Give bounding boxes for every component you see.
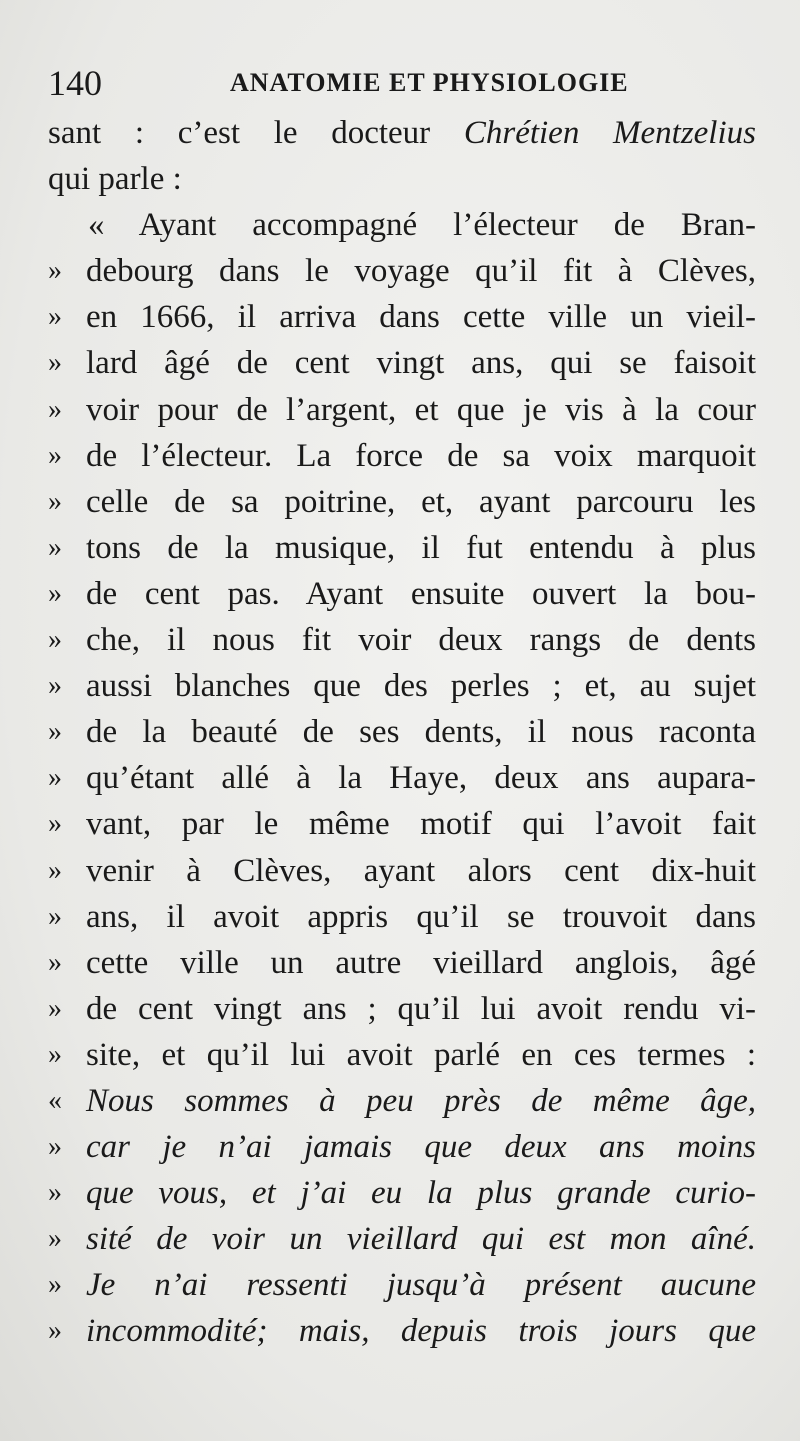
- text-line: [48, 755, 756, 801]
- line-text: [86, 1078, 756, 1124]
- page-number: 140: [48, 63, 102, 103]
- text-line: [48, 1078, 756, 1124]
- line-text: [86, 986, 756, 1032]
- text-line: [48, 294, 756, 340]
- quote-mark: »: [48, 393, 62, 425]
- italic-text: Chrétien Mentzelius: [463, 115, 756, 151]
- roman-text: aussi blanches que des perles ; et, au sujet: [86, 668, 756, 705]
- line-text: [86, 617, 756, 663]
- text-line: [48, 387, 756, 433]
- text-line: [48, 156, 756, 202]
- quote-mark: »: [48, 1131, 62, 1163]
- roman-text: celle de sa poitrine, et, ayant parcouru les: [86, 483, 756, 520]
- body-text: [48, 110, 756, 1355]
- roman-text: che, il nous fit voir deux rangs de dents: [86, 622, 756, 659]
- roman-text: voir pour de l’argent, et que je vis à la cour: [86, 391, 756, 428]
- roman-text: cette ville un autre vieillard anglois, âgé: [86, 944, 756, 981]
- roman-text: site, et qu’il lui avoit parlé en ces termes :: [86, 1036, 756, 1073]
- text-line: [48, 248, 756, 294]
- text-line: [48, 202, 756, 248]
- text-line: [48, 1124, 756, 1170]
- roman-text: « Ayant accompagné l’électeur de Bran-: [88, 207, 756, 244]
- quote-mark: »: [48, 485, 62, 517]
- line-text: [86, 1216, 756, 1262]
- text-line: [48, 1262, 756, 1308]
- italic-text: sité de voir un vieillard qui est mon aîné.: [86, 1221, 756, 1258]
- text-line: [48, 709, 756, 755]
- line-text: [48, 110, 756, 156]
- text-line: [48, 940, 756, 986]
- text-line: [48, 986, 756, 1032]
- roman-text: de cent pas. Ayant ensuite ouvert la bou-: [86, 575, 756, 612]
- quote-mark: »: [48, 347, 62, 379]
- text-line: [48, 571, 756, 617]
- roman-text: sant : c’est le docteur: [48, 115, 464, 151]
- quote-mark: »: [48, 900, 62, 932]
- text-line: [48, 525, 756, 571]
- line-text: [86, 801, 756, 847]
- quote-mark: »: [48, 577, 62, 609]
- roman-text: lard âgé de cent vingt ans, qui se faisoit: [86, 345, 756, 382]
- italic-text: Je n’ai ressenti jusqu’à présent aucune: [86, 1267, 756, 1304]
- text-line: [48, 340, 756, 386]
- line-text: [86, 1124, 756, 1170]
- text-line: [48, 1216, 756, 1262]
- quote-mark: »: [48, 808, 62, 840]
- text-line: [48, 110, 756, 156]
- quote-mark: »: [48, 762, 62, 794]
- line-text: [86, 571, 756, 617]
- line-text: [86, 294, 756, 340]
- text-line: [48, 433, 756, 479]
- italic-text: incommodité; mais, depuis trois jours que: [86, 1313, 756, 1350]
- italic-text: Nous sommes à peu près de même âge,: [86, 1082, 756, 1119]
- text-line: [48, 894, 756, 940]
- line-text: [86, 709, 756, 755]
- roman-text: de l’électeur. La force de sa voix marquoit: [86, 437, 756, 474]
- line-text: [86, 1170, 756, 1216]
- line-text: [86, 940, 756, 986]
- line-text: [86, 894, 756, 940]
- quote-mark: »: [48, 854, 62, 886]
- line-text: [86, 663, 756, 709]
- line-text: [48, 156, 756, 202]
- text-line: [48, 479, 756, 525]
- page-header: [48, 58, 748, 108]
- line-text: [86, 340, 756, 386]
- roman-text: ans, il avoit appris qu’il se trouvoit dans: [86, 898, 756, 935]
- quote-mark: »: [48, 255, 62, 287]
- text-line: [48, 1308, 756, 1354]
- italic-text: que vous, et j’ai eu la plus grande curio-: [86, 1175, 756, 1212]
- roman-text: de la beauté de ses dents, il nous raconta: [86, 714, 756, 751]
- italic-text: car je n’ai jamais que deux ans moins: [86, 1129, 756, 1166]
- quote-mark: »: [48, 1177, 62, 1209]
- line-text: [86, 387, 756, 433]
- quote-mark: «: [48, 1084, 62, 1116]
- text-line: [48, 617, 756, 663]
- roman-text: venir à Clèves, ayant alors cent dix-huit: [86, 852, 756, 889]
- line-text: [86, 479, 756, 525]
- line-text: [86, 433, 756, 479]
- quote-mark: »: [48, 1269, 62, 1301]
- quote-mark: »: [48, 1223, 62, 1255]
- text-line: [48, 1170, 756, 1216]
- text-line: [48, 801, 756, 847]
- quote-mark: »: [48, 992, 62, 1024]
- line-text: [88, 202, 756, 248]
- text-line: [48, 663, 756, 709]
- quote-mark: »: [48, 946, 62, 978]
- line-text: [86, 525, 756, 571]
- quote-mark: »: [48, 624, 62, 656]
- roman-text: tons de la musique, il fut entendu à plus: [86, 529, 756, 566]
- line-text: [86, 1308, 756, 1354]
- roman-text: de cent vingt ans ; qu’il lui avoit rendu vi-: [86, 990, 756, 1027]
- line-text: [86, 755, 756, 801]
- line-text: [86, 1262, 756, 1308]
- quote-mark: »: [48, 531, 62, 563]
- line-text: [86, 848, 756, 894]
- running-head: ANATOMIE ET PHYSIOLOGIE: [230, 68, 629, 97]
- roman-text: qui parle :: [48, 161, 182, 198]
- roman-text: qu’étant allé à la Haye, deux ans aupara-: [86, 760, 756, 797]
- quote-mark: »: [48, 301, 62, 333]
- roman-text: vant, par le même motif qui l’avoit fait: [86, 806, 756, 843]
- roman-text: en 1666, il arriva dans cette ville un vieil-: [86, 299, 756, 336]
- quote-mark: »: [48, 670, 62, 702]
- roman-text: debourg dans le voyage qu’il fit à Clèves,: [86, 253, 756, 290]
- text-line: [48, 848, 756, 894]
- quote-mark: »: [48, 1038, 62, 1070]
- line-text: [86, 1032, 756, 1078]
- quote-mark: »: [48, 716, 62, 748]
- text-line: [48, 1032, 756, 1078]
- quote-mark: »: [48, 1315, 62, 1347]
- quote-mark: »: [48, 439, 62, 471]
- line-text: [86, 248, 756, 294]
